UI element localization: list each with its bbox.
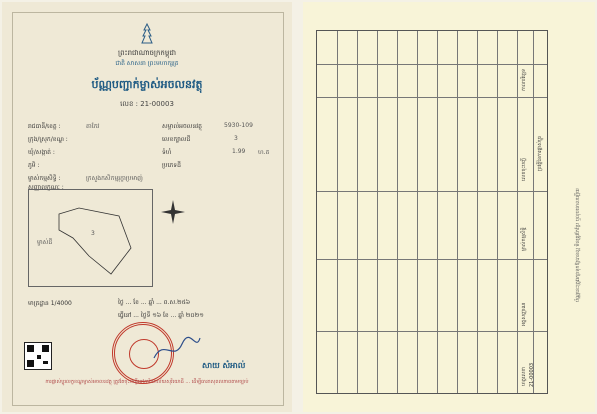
header-kingdom: ព្រះរាជាណាចក្រកម្ពុជា xyxy=(117,49,176,57)
north-arrow-icon xyxy=(159,198,187,226)
owner-label: ម្ចាស់កម្មសិទ្ធិ : xyxy=(28,175,61,182)
header-motto: ជាតិ សាសនា ព្រះមហាក្សត្រ xyxy=(115,60,179,67)
date-line-2: ធ្វើនៅ ... ថ្ងៃទី ១៦ ខែ ... ឆ្នាំ ២០២១ xyxy=(118,312,204,319)
footer-note: ការផ្លាស់ប្តូរលក្ខខណ្ឌម្ចាស់អចលនវត្ថុ ត្រូវតែចុះបញ្ជីនៅការិយាល័យសុរិយោដី ... ដើម្បីធានាសុពលភាពតាមច្បាប់ xyxy=(45,379,249,385)
signature-mark xyxy=(152,334,202,364)
map-owner-label: ម្ចាស់ដី xyxy=(37,239,53,246)
province-value: តាកែវ xyxy=(86,123,100,130)
property-id-value: 5930-109 xyxy=(224,122,253,129)
emblem-icon xyxy=(135,22,159,46)
land-type-label: ប្រភេទដី xyxy=(162,162,181,169)
date-line-1: ថ្ងៃ ... ខែ ... ឆ្នាំ ... ព.ស.២៥៦ xyxy=(118,299,191,306)
code-label: លេខ : xyxy=(120,100,138,108)
district-label: ក្រុង/ស្រុក/ខណ្ឌ : xyxy=(28,136,68,143)
col-header-1: កាលបរិច្ឆេទ xyxy=(521,68,527,91)
area-unit: ហ.ត xyxy=(258,149,270,156)
side-note: ប័ណ្ណនេះត្រូវរក្សាទុកឱ្យបានល្អ មិនត្រូវកែប្រែ ឬលុបចោលឡើយ xyxy=(575,188,581,302)
certificate-title: ប័ណ្ណបញ្ជាក់ម្ចាស់អចលនវត្ថុ xyxy=(91,78,203,91)
col-header-5: ហត្ថលេខា xyxy=(521,366,527,386)
village-label: ភូមិ : xyxy=(28,162,40,169)
area-label: ទំហំ xyxy=(162,149,172,156)
col-header-3: ម្ចាស់កម្មសិទ្ធិ xyxy=(521,227,527,251)
owner-value: ក្រសួងកសិកម្មរុក្ខាប្រមាញ់ xyxy=(86,175,143,182)
code-value: 21-00003 xyxy=(140,100,174,108)
property-id-label: សម្គាល់អចលនវត្ថុ xyxy=(162,123,202,130)
parcel-map xyxy=(28,189,153,287)
province-label: រាជធានី/ខេត្ត : xyxy=(28,123,61,130)
map-scale: មាត្រដ្ឋាន 1/4000 xyxy=(28,300,72,307)
use-label: សញ្ញាលក្ខណៈ : xyxy=(28,184,64,191)
area-value: 1.99 xyxy=(232,148,246,155)
col-header-2: លេខចុះបញ្ជី xyxy=(521,158,527,181)
col-header-4: អត្តសញ្ញាណ xyxy=(521,302,527,326)
register-code: 21-00003 xyxy=(529,362,535,387)
certificate-code xyxy=(2,100,292,110)
parcel-value: 3 xyxy=(234,135,238,142)
certificate-front xyxy=(2,2,292,412)
table-title: ប្រវត្តិនៃការផ្លាស់ប្តូរ xyxy=(537,136,543,171)
history-table xyxy=(316,30,548,394)
signer-name: សាយ សំអាល់ xyxy=(202,361,246,370)
parcel-label: លេខក្បាលដី xyxy=(162,136,191,143)
register-page xyxy=(303,2,595,412)
map-parcel-number: 3 xyxy=(91,230,95,237)
commune-label: ឃុំ/សង្កាត់ : xyxy=(28,149,55,156)
qr-code xyxy=(24,342,52,370)
